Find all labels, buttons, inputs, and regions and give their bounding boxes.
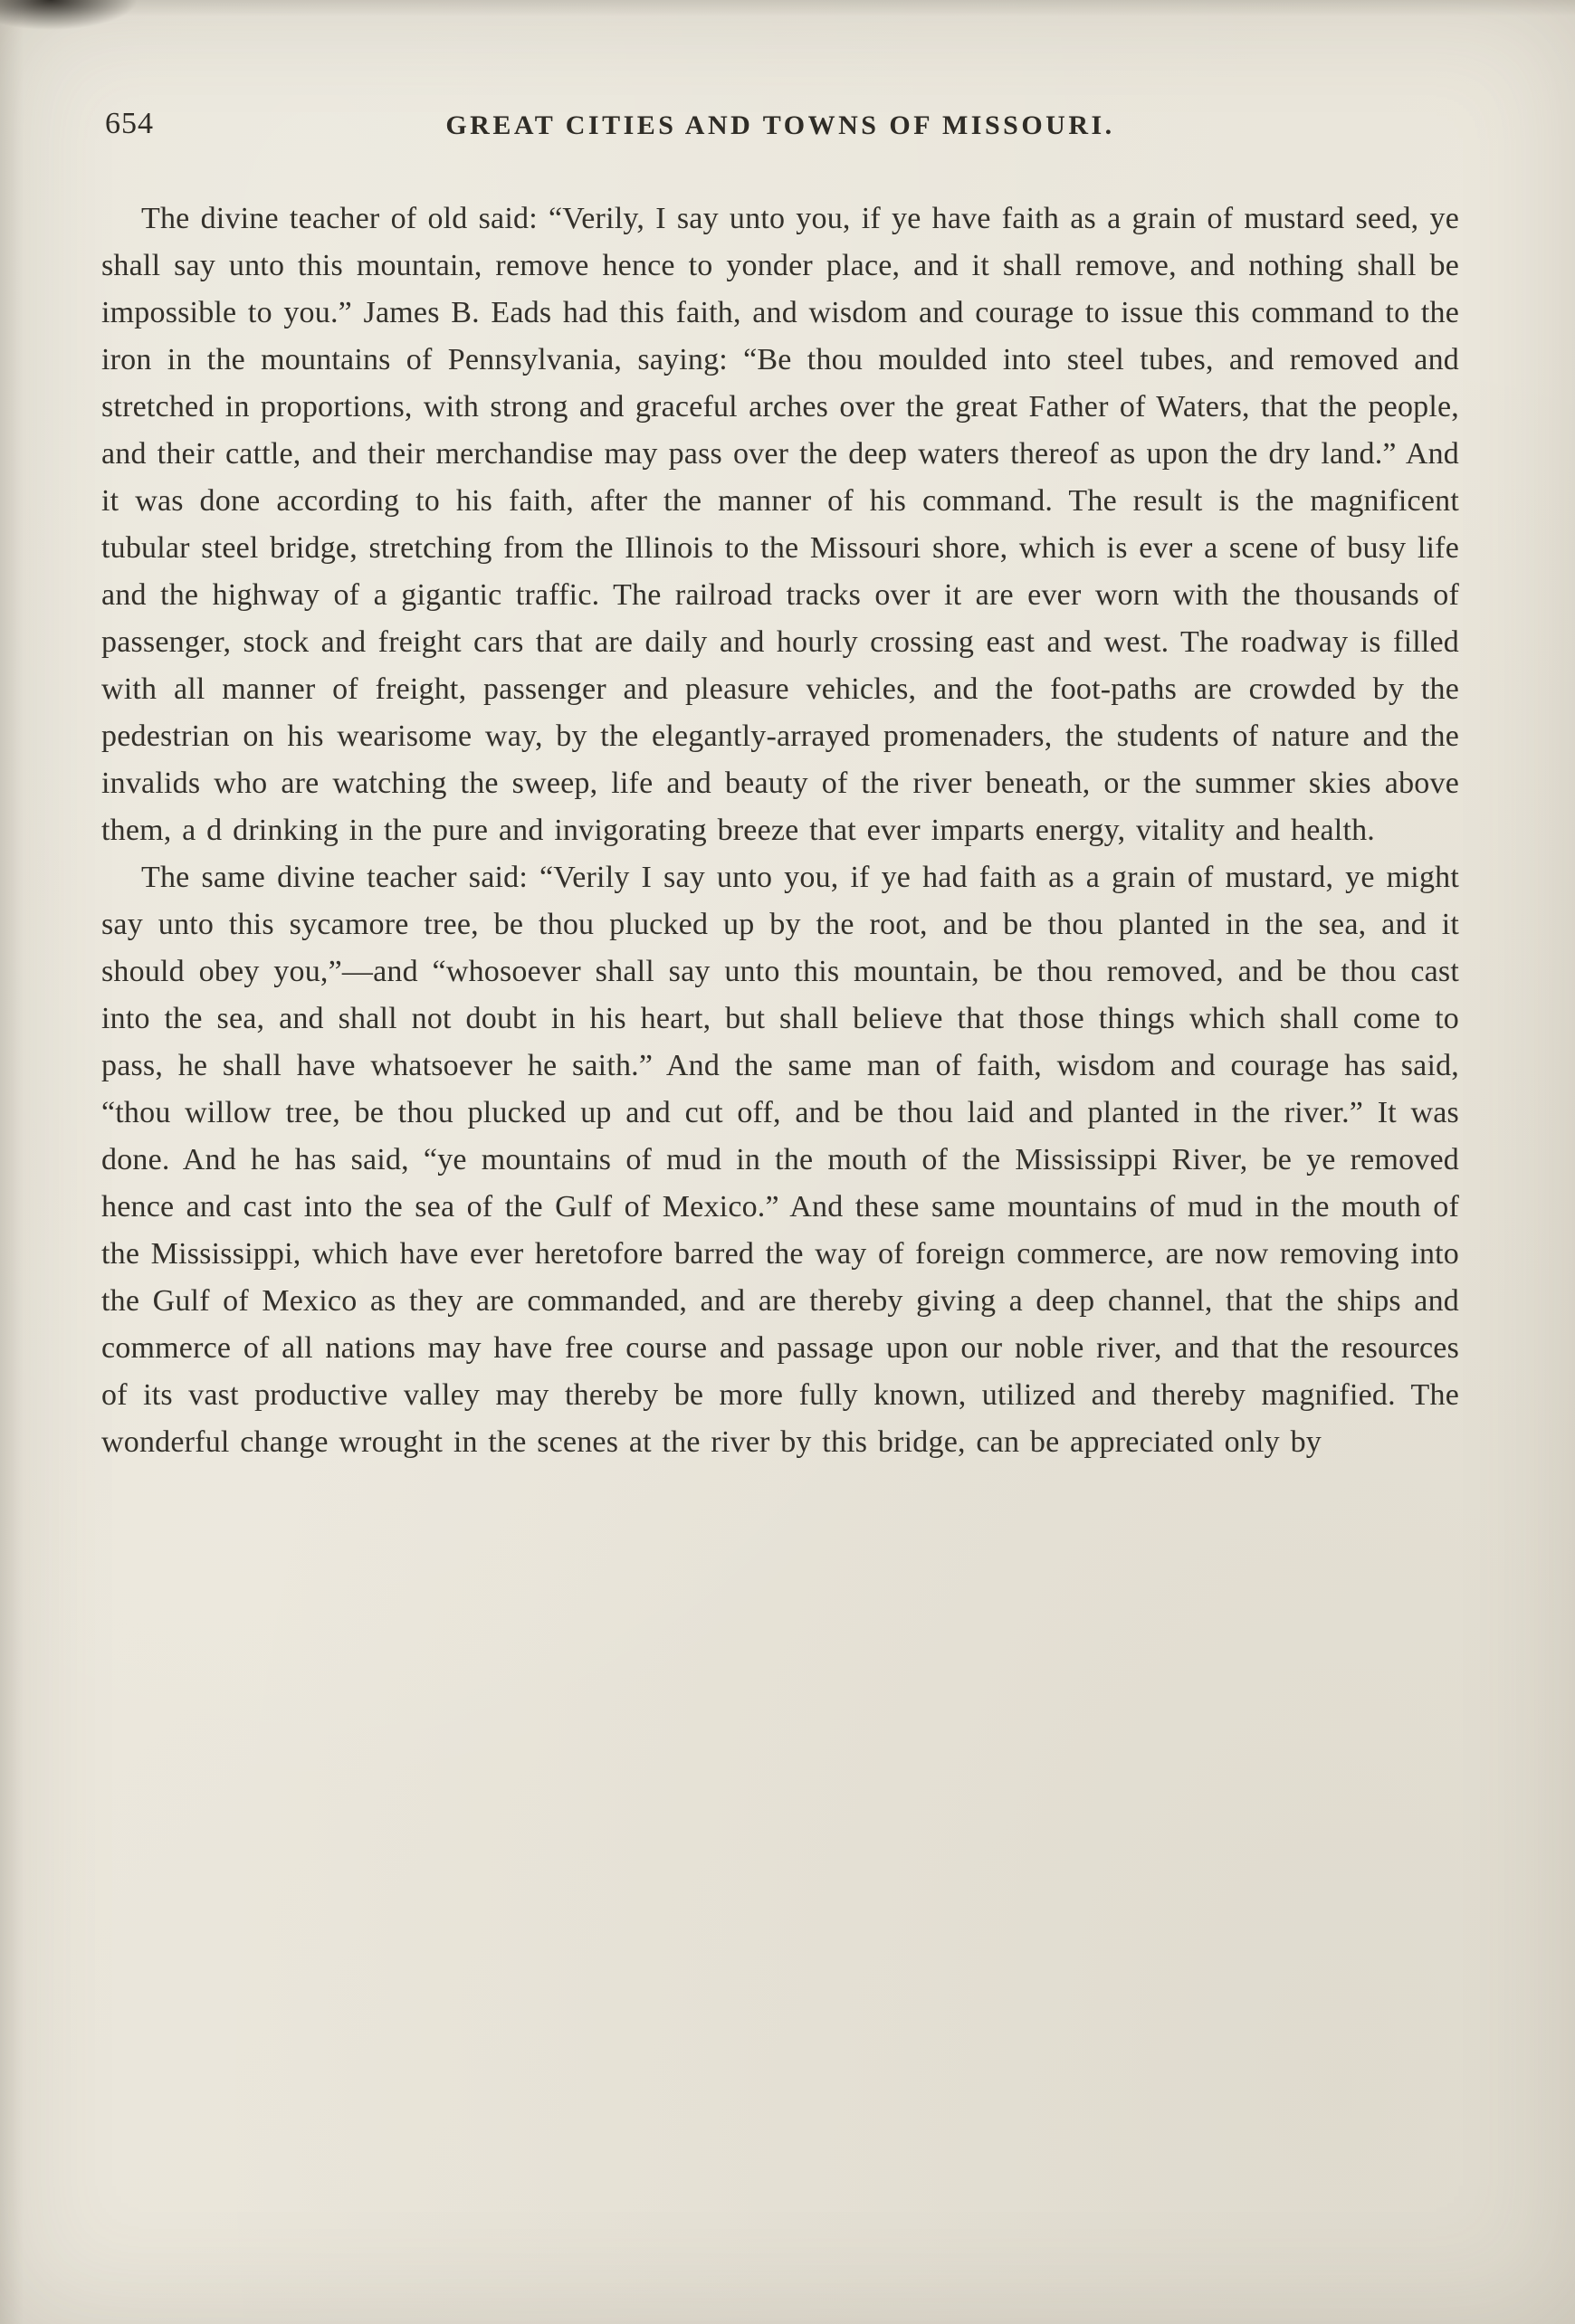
scan-edge-shadow-left bbox=[0, 0, 24, 2324]
scan-artifact-corner bbox=[0, 0, 145, 33]
body-paragraph-2: The same divine teacher said: “Verily I say unto you, if ye had faith as a grain of mustard, ye might say unto this sycamore tree, be thou plucked up by the root, and be thou planted in the sea, and it should obey you,”—and “whosoever shall say unto this mountain, be thou removed, and be thou cast into the sea, and shall not doubt in his heart, but shall believe that those things which shall come to pass, he shall have whatsoever he saith.” And the same man of faith, wisdom and courage has said, “thou willow tree, be thou plucked up and cut off, and be thou laid and planted in the river.” It was done. And he has said, “ye mountains of mud in the mouth of the Mississippi River, be ye removed hence and cast into the sea of the Gulf of Mexico.” And these same mountains of mud in the mouth of the Mississippi, which have ever heretofore barred the way of foreign commerce, are now removing into the Gulf of Mexico as they are commanded, and are thereby giving a deep channel, that the ships and commerce of all nations may have free course and passage upon our noble river, and that the resources of its vast productive valley may thereby be more fully known, utilized and thereby magnified. The wonderful change wrought in the scenes at the river by this bridge, can be appreciated only by bbox=[101, 861, 1459, 1459]
page-number: 654 bbox=[105, 107, 154, 140]
page-content bbox=[101, 107, 1459, 1466]
page-header bbox=[101, 107, 1459, 161]
scan-edge-shadow-top bbox=[0, 0, 1575, 16]
running-header: GREAT CITIES AND TOWNS OF MISSOURI. bbox=[445, 110, 1115, 140]
body-text bbox=[101, 195, 1459, 1466]
body-paragraph-1: The divine teacher of old said: “Verily, I say unto you, if ye have faith as a grain of mustard seed, ye shall say unto this mountain, remove hence to yonder place, and it shall remove, and nothing shall be impossible to you.” James B. Eads had this faith, and wisdom and courage to issue this command to the iron in the mountains of Pennsylvania, saying: “Be thou moulded into steel tubes, and removed and stretched in proportions, with strong and graceful arches over the great Father of Waters, that the people, and their cattle, and their merchandise may pass over the deep waters thereof as upon the dry land.” And it was done according to his faith, after the manner of his command. The result is the magnificent tubular steel bridge, stretching from the Illinois to the Missouri shore, which is ever a scene of busy life and the highway of a gigantic traffic. The railroad tracks over it are ever worn with the thousands of passenger, stock and freight cars that are daily and hourly crossing east and west. The roadway is filled with all manner of freight, passenger and pleasure vehicles, and the foot-paths are crowded by the pedestrian on his wearisome way, by the elegantly-arrayed promenaders, the students of nature and the invalids who are watching the sweep, life and beauty of the river beneath, or the summer skies above them, a d drinking in the pure and invigorating breeze that ever imparts energy, vitality and health. bbox=[101, 202, 1459, 847]
